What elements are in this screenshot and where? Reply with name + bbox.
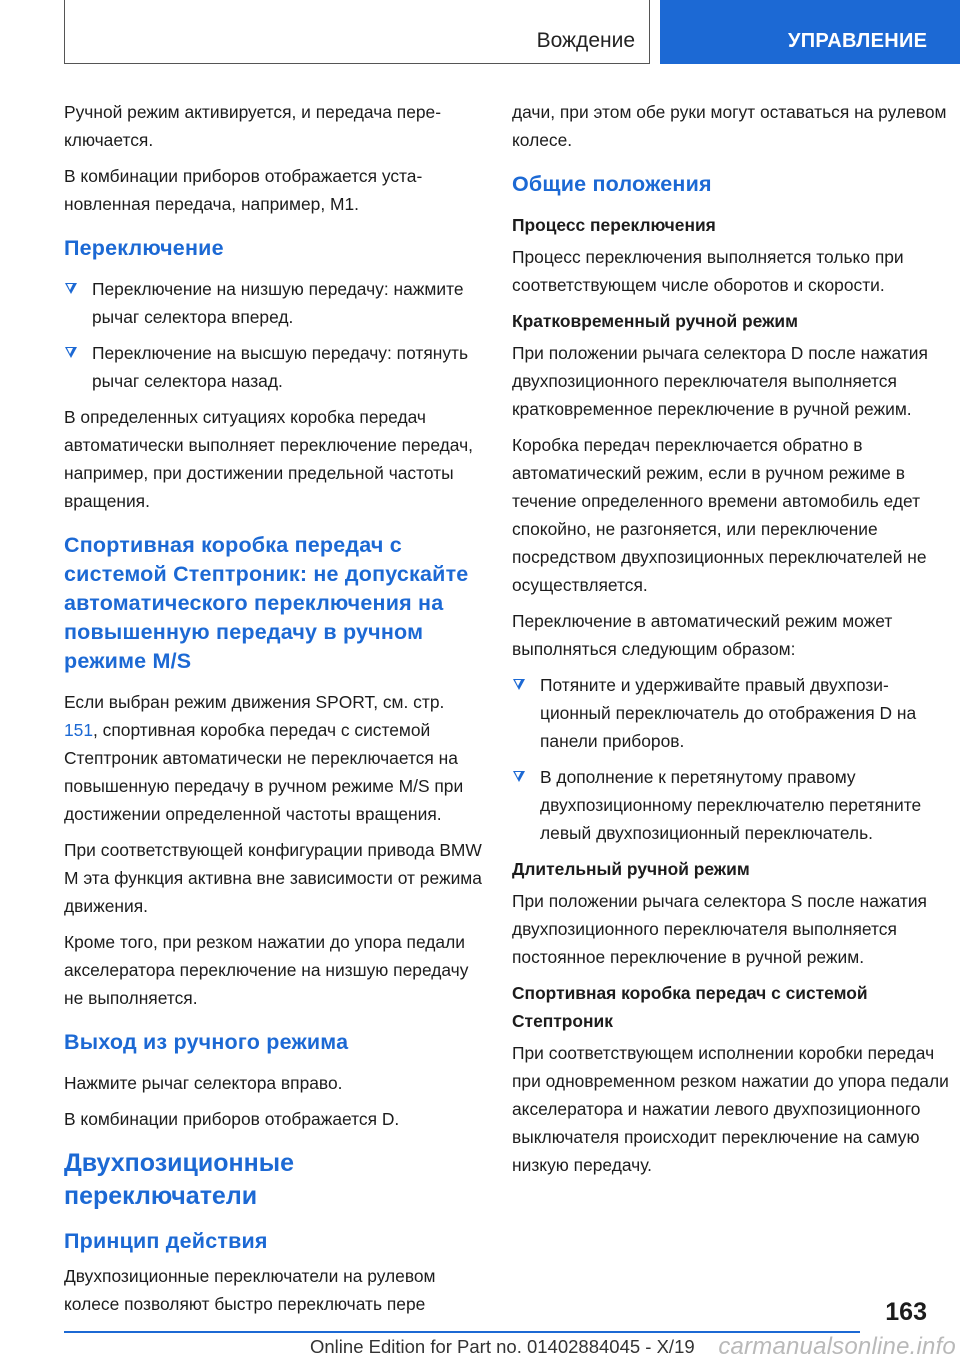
header-chapter-tab (660, 0, 960, 64)
paragraph: В комбинации приборов отображается установленная передача, например, M1. (64, 166, 423, 214)
paragraph: Процесс переключения выполняется только при соответствующем числе оборотов и скорости. (512, 247, 904, 295)
chapter-heading-paddles: Двухпозиционные переключатели (64, 1149, 294, 1210)
paragraph: При положении рычага селектора S после нажатия двухпозиционного переключателя выполняется постоянное переключение в ручной режим. (512, 891, 927, 967)
paragraph: Коробка передач переключается обратно в автоматический режим, если в ручном режиме в течение определенного времени автомобиль едет спокойно, не разгоняется, или переключение посредством двухпозиционных переключателей не осуществляется. (512, 435, 927, 595)
bullet-triangle-icon (513, 679, 525, 690)
page-link[interactable]: 151 (64, 720, 94, 740)
paragraph-text: , спортивная коробка передач с системой Стептроник автоматически не переключается на повышенную передачу в ручном режиме M/S при достижении определенной частоты вращения. (64, 720, 464, 824)
section-heading-general: Общие положения (512, 172, 712, 196)
section-heading-switching: Переключение (64, 236, 224, 260)
section-heading-exit-manual: Выход из ручного режима (64, 1030, 349, 1054)
list-item-text: Переключение на высшую передачу: потянуть рычаг селектора назад. (92, 343, 469, 391)
bullet-triangle-icon (65, 283, 77, 294)
paragraph: В комбинации приборов отображается D. (64, 1109, 400, 1129)
paragraph: Двухпозиционные переключатели на рулевом колесе позволяют быстро переключать пере (64, 1266, 436, 1314)
page-number: 163 (885, 1298, 927, 1326)
left-column (64, 98, 482, 1326)
bullet-triangle-icon (65, 347, 77, 358)
paragraph: Нажмите рычаг селектора вправо. (64, 1073, 343, 1093)
list-item (512, 763, 952, 847)
list-item-text: Потяните и удерживайте правый двухпозиционный переключатель до отображения D на панели приборов. (540, 675, 917, 751)
list-item (64, 275, 482, 331)
section-heading-sport-steptronic: Спортивная коробка передач с системой Стептроник: не допускайте автоматического переключения на повышенную передачу в ручном режиме M/S (64, 533, 469, 673)
subheading-sport-steptronic: Спортивная коробка передач с системой Стептроник (512, 983, 868, 1031)
watermark: carmanualsonline.info (718, 1333, 956, 1360)
list-item-text: Переключение на низшую передачу: нажмите рычаг селектора вперед. (92, 279, 464, 327)
list-item (64, 339, 482, 395)
paragraph: Ручной режим активируется, и передача переключается. (64, 102, 442, 150)
paragraph-text: Если выбран режим движения SPORT, см. стр. (64, 692, 445, 712)
paragraph: При соответствующем исполнении коробки передач при одновременном резком нажатии до упора педали акселератора и нажатии левого двухпозиционного выключателя происходит переключение на самую низкую передачу. (512, 1043, 949, 1175)
paragraph: дачи, при этом обе руки могут оставаться на рулевом колесе. (512, 102, 947, 150)
paragraph: Кроме того, при резком нажатии до упора педали акселератора переключение на низшую передачу не выполняется. (64, 932, 469, 1008)
header-section-tab (64, 0, 650, 64)
bullet-triangle-icon (513, 771, 525, 782)
section-heading-principle: Принцип действия (64, 1229, 268, 1253)
paragraph: В определенных ситуациях коробка передач автоматически выполняет переключение передач, например, при достижении предельной частоты вращения. (64, 407, 473, 511)
list-item (512, 671, 952, 755)
bullet-list (64, 275, 482, 395)
subheading-long-manual: Длительный ручной режим (512, 859, 750, 879)
bullet-list (512, 671, 952, 847)
paragraph: Переключение в автоматический режим может выполняться следующим образом: (512, 611, 893, 659)
paragraph (64, 688, 482, 828)
subheading-short-manual: Кратковременный ручной режим (512, 311, 798, 331)
paragraph: При положении рычага селектора D после нажатия двухпозиционного переключателя выполняется кратковременное переключение в ручной режим. (512, 343, 928, 419)
right-column (512, 98, 952, 1187)
subheading-process: Процесс переключения (512, 215, 716, 235)
footer-edition: Online Edition for Part no. 01402884045 - X/19 (310, 1336, 695, 1357)
paragraph: При соответствующей конфигурации привода BMW M эта функция активна вне зависимости от режима движения. (64, 840, 482, 916)
header-section-label: Вождение (536, 29, 635, 52)
list-item-text: В дополнение к перетянутому правому двухпозиционному переключателю перетяните левый двухпозиционный переключатель. (540, 767, 922, 843)
header-chapter-label: УПРАВЛЕНИЕ (788, 30, 928, 52)
